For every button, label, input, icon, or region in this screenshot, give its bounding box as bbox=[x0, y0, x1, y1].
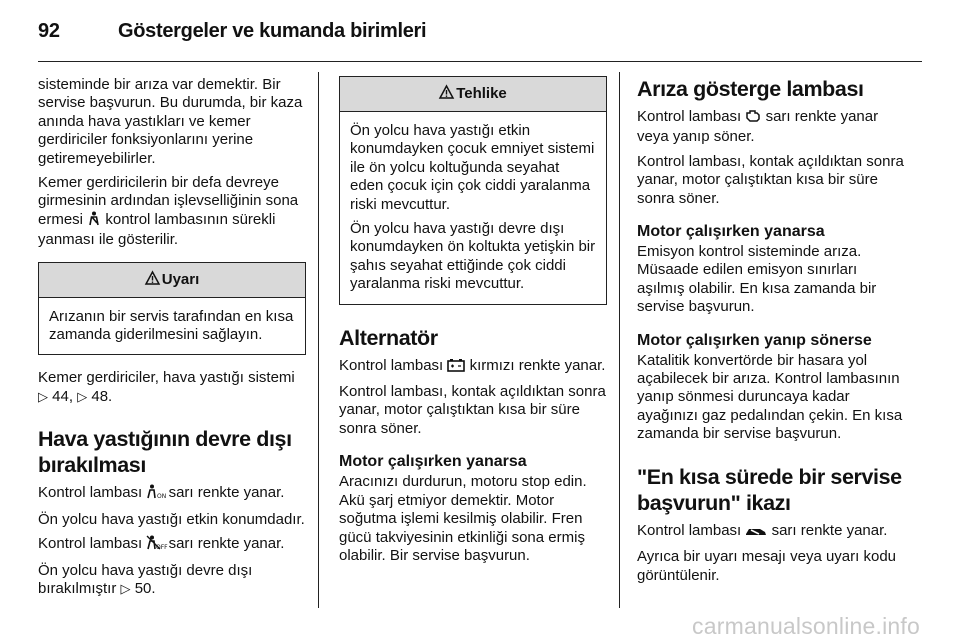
column-3 bbox=[637, 76, 905, 591]
section-heading: Alternatör bbox=[339, 325, 438, 350]
column-1 bbox=[38, 76, 306, 604]
danger-box bbox=[339, 76, 607, 305]
paragraph bbox=[38, 562, 306, 599]
warning-box bbox=[38, 262, 306, 356]
page-reference-arrow-icon: ▷ bbox=[120, 580, 131, 596]
column-divider-1 bbox=[318, 72, 319, 608]
page-reference-arrow-icon: ▷ bbox=[77, 388, 88, 404]
paragraph bbox=[637, 108, 905, 147]
danger-box-header bbox=[340, 77, 606, 112]
column-2 bbox=[339, 76, 607, 571]
page-reference[interactable]: 50. bbox=[134, 579, 156, 597]
svg-text:OFF: OFF bbox=[156, 544, 169, 552]
text-span: Kontrol lambası bbox=[637, 108, 742, 125]
text-span: Kemer gerdiricilerin bir defa devreye girmesinin ardından işlevselliğinin sona ermesi bbox=[38, 174, 299, 228]
paragraph bbox=[38, 535, 306, 555]
text-span: sarı renkte yanar. bbox=[771, 521, 888, 539]
text-span: sarı renkte yanar. bbox=[168, 484, 285, 502]
seatbelt-pretensioner-icon bbox=[87, 211, 101, 231]
paragraph: Emisyon kontrol sisteminde arıza. Müsaade edilen emisyon sınırları aşılmış olabilir. En kısa zamanda bir servise başvurun. bbox=[637, 243, 877, 316]
text-span: Kontrol lambası bbox=[637, 521, 742, 539]
text-span: kontrol lambasının sürekli yanması ile gösterilir. bbox=[38, 210, 276, 249]
paragraph bbox=[38, 174, 306, 250]
paragraph bbox=[637, 522, 905, 542]
service-wrench-car-icon bbox=[745, 524, 767, 542]
column-divider-2 bbox=[619, 72, 620, 608]
danger-text: Ön yolcu hava yastığı devre dışı konumdayken ön koltukta yetişkin bir şahıs seyahat ettiğinde çok ciddi yaralanma riski mevcuttur. bbox=[350, 220, 596, 293]
page-reference-arrow-icon: ▷ bbox=[38, 388, 48, 404]
text-span: Kontrol lambası bbox=[38, 535, 143, 553]
danger-title: Tehlike bbox=[456, 85, 507, 102]
header-rule bbox=[38, 61, 922, 62]
page-reference[interactable]: 48. bbox=[91, 387, 113, 405]
text-span: kırmızı renkte yanar. bbox=[469, 356, 606, 374]
paragraph: Katalitik konvertörde bir hasara yol açabilecek bir arıza. Kontrol lambasının yanıp sönmesi duruncaya kadar ayağınızı gaz pedalından çekin. En kısa zamanda bir servise başvurun. bbox=[637, 351, 903, 443]
airbag-off-icon bbox=[146, 535, 169, 555]
warning-box-header bbox=[39, 263, 305, 298]
warning-triangle-icon bbox=[439, 78, 454, 112]
page-reference[interactable]: 44, bbox=[52, 387, 74, 405]
text-span: Kontrol lambası bbox=[339, 356, 444, 374]
battery-icon bbox=[447, 358, 465, 377]
warning-title: Uyarı bbox=[161, 270, 200, 288]
subheading: Motor çalışırken yanarsa bbox=[637, 223, 825, 241]
paragraph: Kontrol lambası, kontak açıldıktan sonra yanar, motor çalıştıktan kısa bir süre sonra söner. bbox=[637, 152, 904, 207]
page-number: 92 bbox=[38, 20, 60, 42]
text-span: Kontrol lambası bbox=[38, 484, 143, 502]
paragraph: Aracınızı durdurun, motoru stop edin. Akü şarj etmiyor demektir. Motor soğutma işlemi kesilmiş olabilir. Fren gücü takviyesinin etkinliği sona ermiş olabilir. Bir servise başvurun. bbox=[339, 473, 587, 564]
paragraph bbox=[38, 369, 306, 406]
text-span: Kemer gerdiriciler, hava yastığı sistemi bbox=[38, 369, 295, 387]
paragraph bbox=[38, 484, 306, 504]
text-span: sarı renkte yanar. bbox=[168, 535, 285, 553]
warning-triangle-icon bbox=[145, 264, 160, 298]
section-heading: Arıza gösterge lambası bbox=[637, 77, 864, 101]
section-heading: "En kısa sürede bir servise başvurun" ikazı bbox=[637, 464, 902, 515]
svg-text:ON: ON bbox=[157, 493, 167, 501]
paragraph: Ön yolcu hava yastığı etkin konumdadır. bbox=[38, 510, 305, 528]
paragraph: Ayrıca bir uyarı mesajı veya uyarı kodu görüntülenir. bbox=[637, 548, 896, 584]
text-span: Ön yolcu hava yastığı devre dışı bırakılmıştır bbox=[38, 561, 253, 597]
check-engine-icon bbox=[745, 109, 761, 128]
airbag-on-icon bbox=[146, 484, 167, 504]
paragraph: sisteminde bir arıza var demektir. Bir servise başvurun. Bu durumda, bir kaza anında hava yastıkları ve kemer gerdiriciler fonksiyonlarını yerine getiremeyebilirler. bbox=[38, 76, 303, 167]
subheading: Motor çalışırken yanarsa bbox=[339, 453, 527, 471]
paragraph: Kontrol lambası, kontak açıldıktan sonra yanar, motor çalıştıktan kısa bir süre sonra söner. bbox=[339, 383, 606, 437]
page-title: Göstergeler ve kumanda birimleri bbox=[118, 20, 427, 42]
danger-text: Ön yolcu hava yastığı etkin konumdayken çocuk emniyet sistemi ile ön yolcu koltuğunda seyahat eden çocuk için çok ciddi yaralanma riski mevcuttur. bbox=[350, 122, 595, 213]
text-span: sarı renkte yanar veya yanıp söner. bbox=[637, 108, 879, 146]
subheading: Motor çalışırken yanıp sönerse bbox=[637, 331, 872, 349]
warning-text: Arızanın bir servis tarafından en kısa zamanda giderilmesini sağlayın. bbox=[49, 307, 294, 344]
watermark: carmanualsonline.info bbox=[692, 613, 920, 639]
section-heading: Hava yastığının devre dışı bırakılması bbox=[38, 427, 292, 478]
paragraph bbox=[339, 357, 607, 377]
